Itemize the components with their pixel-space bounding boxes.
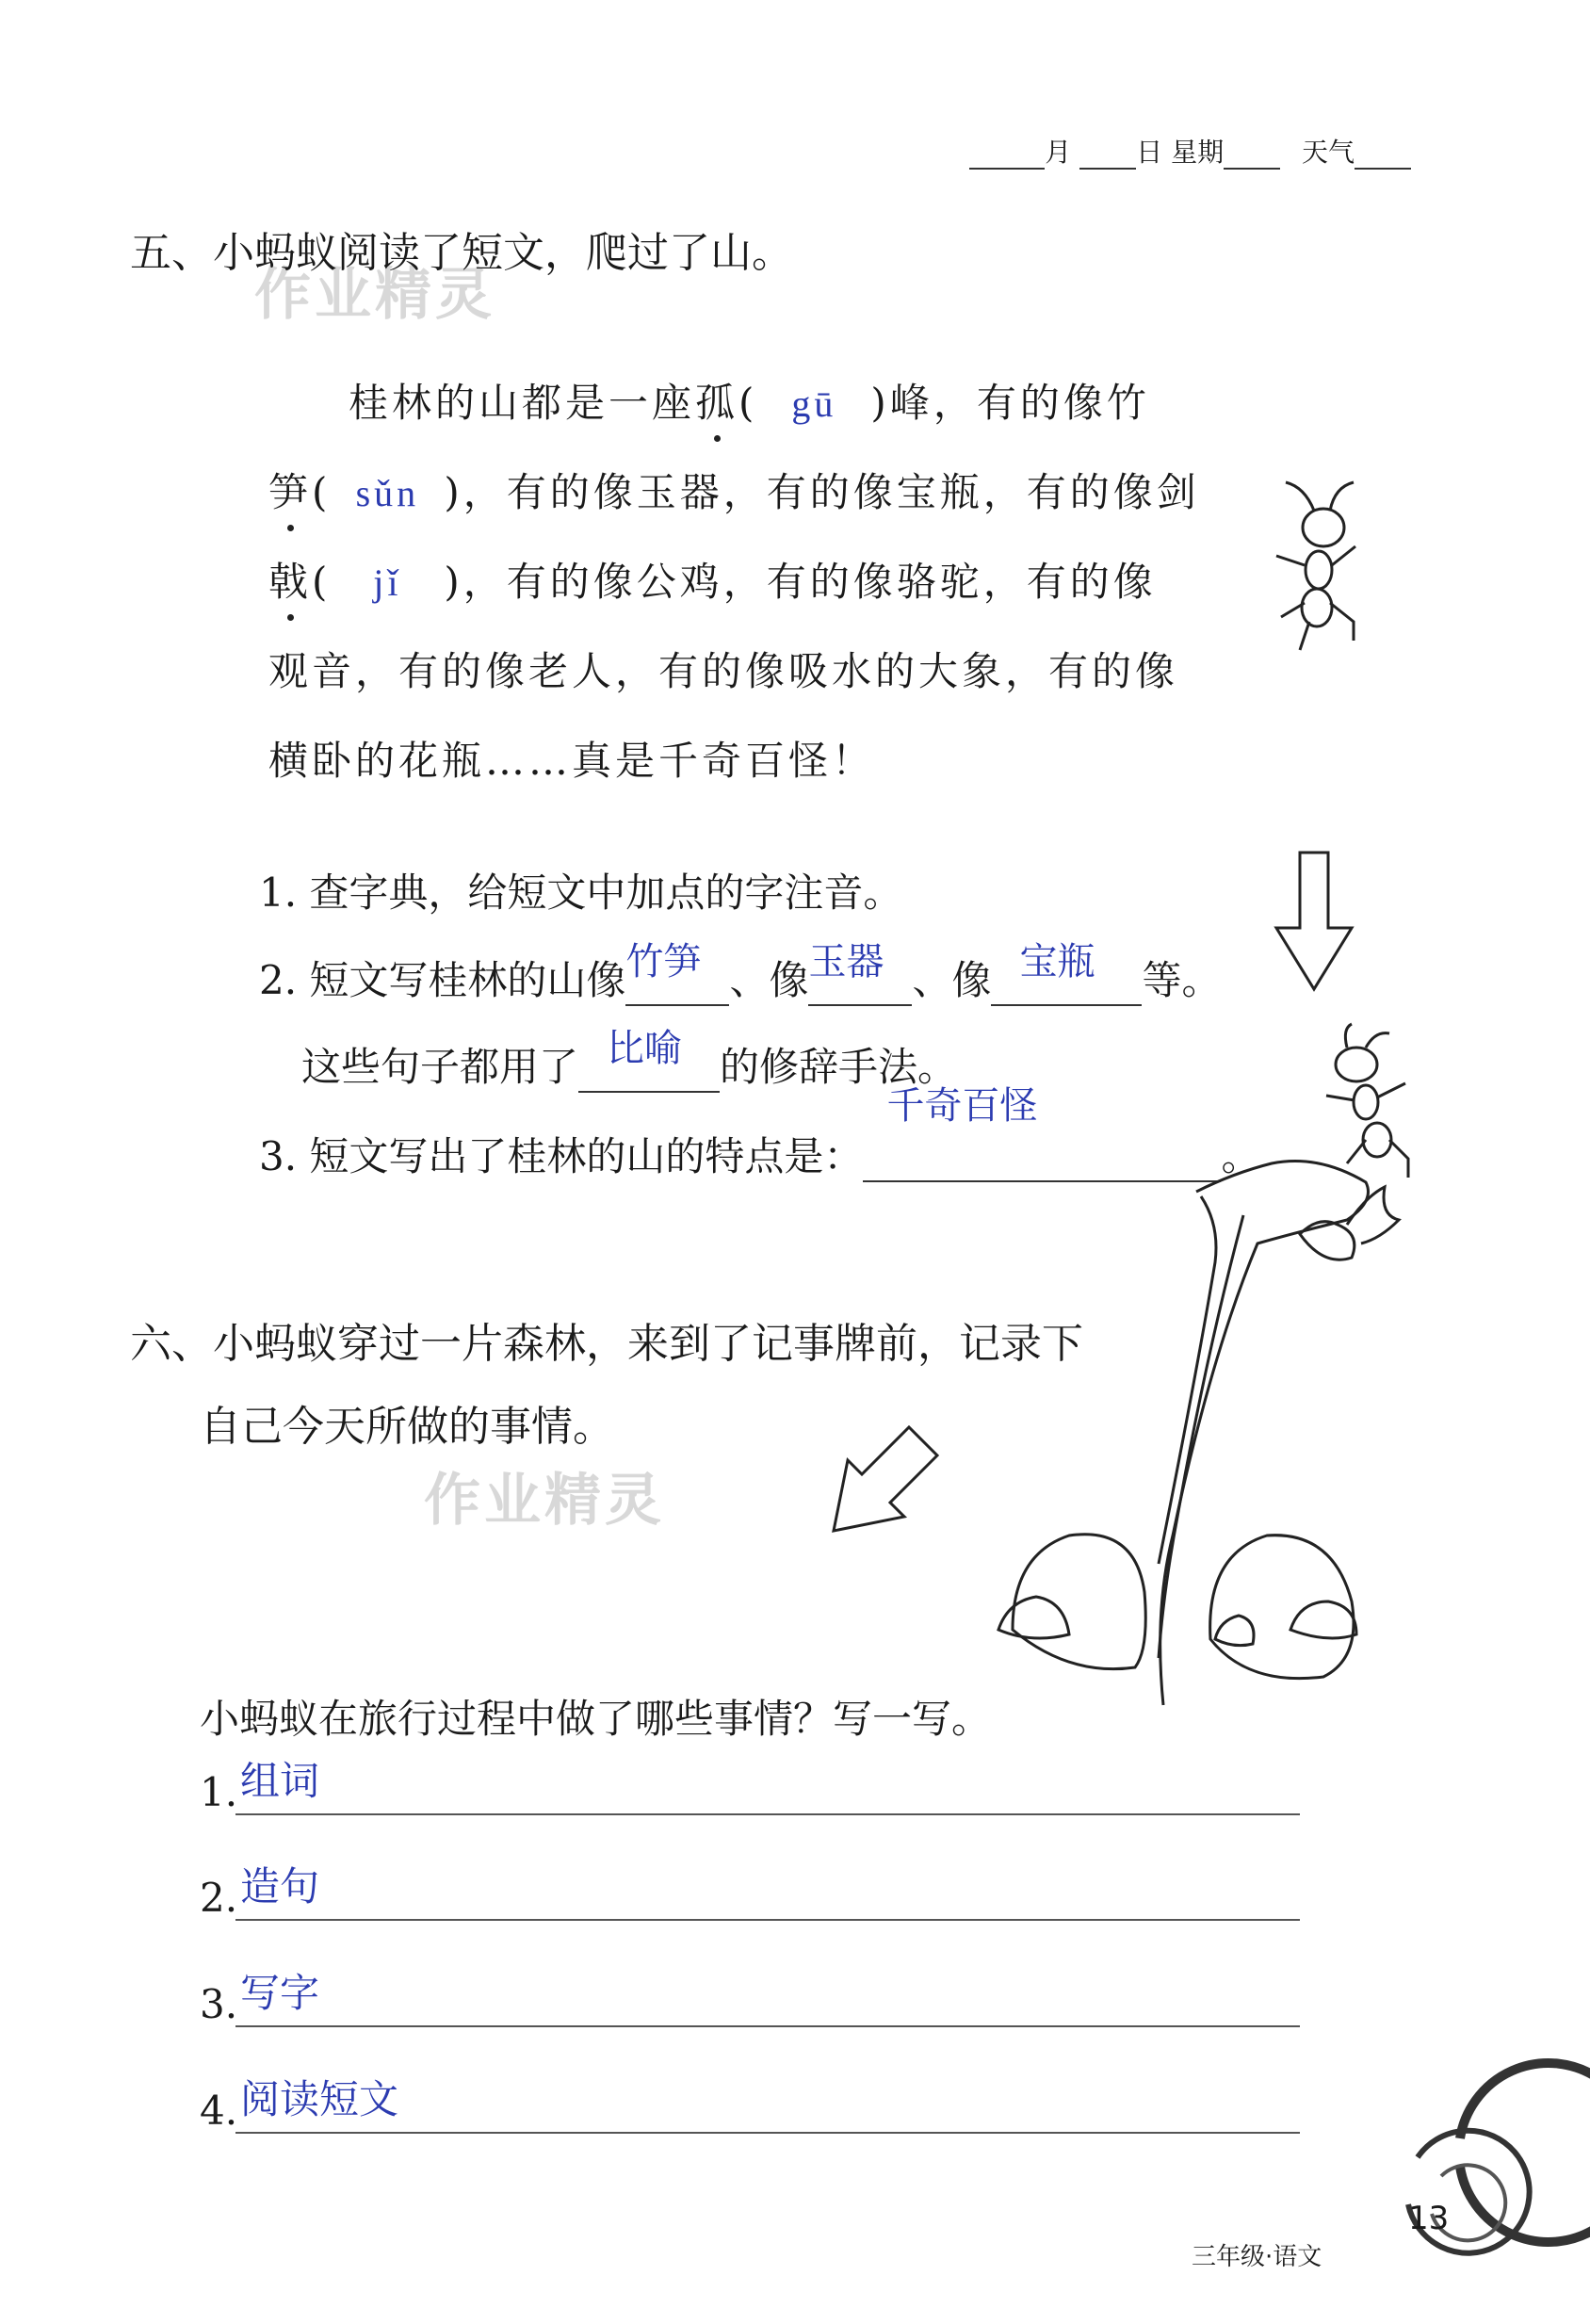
question-1: 1. 查字典，给短文中加点的字注音。	[259, 869, 903, 916]
question-text: 2. 短文写桂林的山像	[259, 957, 626, 1003]
passage-text: 桂林的山都是一座	[349, 380, 696, 426]
list-item-num-1: 1.	[200, 1769, 238, 1815]
tree-icon	[1159, 1162, 1399, 1706]
day-label: 日	[1136, 137, 1163, 168]
passage-line-1: 桂林的山都是一座孤( gū )峰，有的像竹	[349, 372, 1150, 429]
watermark: 作业精灵	[424, 1468, 665, 1534]
answer-text: 比喻	[607, 1027, 683, 1070]
ant-icon	[1326, 1024, 1408, 1178]
pinyin-answer: jǐ	[373, 561, 402, 604]
passage-text: 峰，有的像竹	[889, 380, 1150, 426]
list-item-answer-1: 组词	[240, 1758, 320, 1804]
watermark: 作业精灵	[254, 262, 495, 328]
list-item-answer-3: 写字	[240, 1970, 320, 2016]
question-text: 、像	[729, 957, 809, 1003]
dotted-char: 孤	[695, 372, 738, 429]
passage-line-4: 观音，有的像老人，有的像吸水的大象，有的像	[268, 648, 1179, 694]
dotted-char: 戟	[268, 551, 312, 608]
question-text: 等。	[1142, 957, 1222, 1003]
section6-prompt: 小蚂蚁在旅行过程中做了哪些事情？写一写。	[200, 1696, 992, 1742]
question-text: 的修辞手法。	[720, 1044, 958, 1090]
list-item-num-4: 4.	[200, 2088, 238, 2134]
section5-title: 五、小蚂蚁阅读了短文，爬过了山。	[130, 229, 793, 277]
passage-text: ，有的像玉器，有的像宝瓶，有的像剑	[462, 469, 1200, 515]
question-text: 、像	[912, 957, 992, 1003]
list-item-num-2: 2.	[200, 1875, 238, 1921]
question-text: 这些句子都用了	[301, 1044, 579, 1090]
question-text: 3. 短文写出了桂林的山的特点是：	[259, 1133, 864, 1179]
answer-text: 宝瓶	[1019, 940, 1095, 983]
pinyin-answer: gū	[791, 382, 837, 425]
section6-title-2: 自己今天所做的事情。	[200, 1403, 614, 1451]
list-item-num-3: 3.	[200, 1981, 238, 2027]
passage-line-3: 戟( jǐ )，有的像公鸡，有的像骆驼，有的像	[268, 551, 1157, 608]
arrow-down-icon	[1276, 853, 1352, 989]
page-number: 13	[1408, 2200, 1450, 2237]
answer-text: 竹笋	[625, 940, 702, 983]
passage-text: ，有的像公鸡，有的像骆驼，有的像	[462, 559, 1157, 605]
list-item-answer-2: 造句	[240, 1863, 320, 1910]
passage-line-2: 笋( sǔn )，有的像玉器，有的像宝瓶，有的像剑	[268, 462, 1200, 518]
weekday-label: 星期	[1171, 137, 1225, 168]
answer-text: 玉器	[808, 940, 884, 983]
list-item-answer-4: 阅读短文	[240, 2076, 399, 2122]
question-text: 。	[1221, 1133, 1261, 1179]
rock-icon	[998, 1535, 1356, 1679]
month-label: 月	[1045, 137, 1072, 168]
arrow-down-left-icon	[834, 1427, 937, 1531]
answer-text: 千奇百怪	[886, 1084, 1038, 1128]
weather-label: 天气	[1301, 137, 1355, 168]
pinyin-answer: sǔn	[355, 472, 420, 514]
passage-line-5: 横卧的花瓶……真是千奇百怪！	[268, 738, 876, 784]
section6-title-1: 六、小蚂蚁穿过一片森林，来到了记事牌前，记录下	[130, 1320, 1083, 1368]
ant-icon	[1276, 482, 1355, 650]
dotted-char: 笋	[268, 462, 312, 518]
grade-label: 三年级·语文	[1192, 2243, 1322, 2271]
